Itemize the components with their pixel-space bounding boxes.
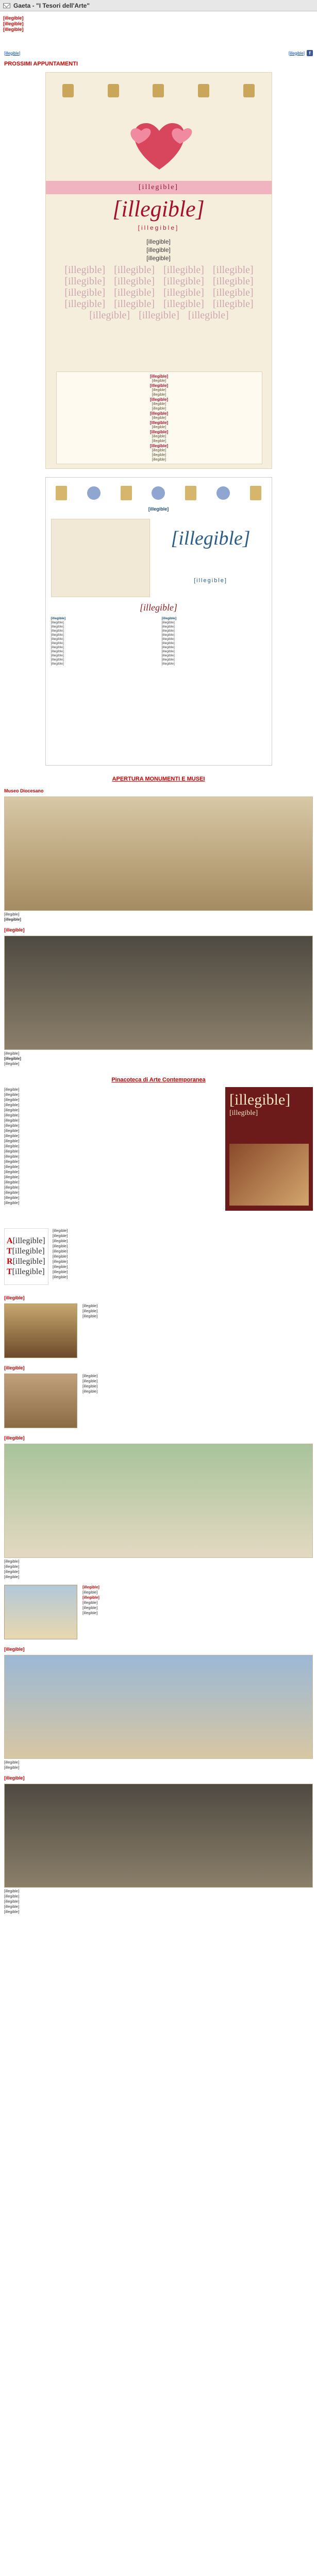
- pinacoteca-section: [4, 1087, 313, 1221]
- program-line: [illegible]: [149, 430, 169, 434]
- poet-name: [illegible]: [114, 264, 155, 276]
- logo-icon: [87, 486, 101, 500]
- logo-icon: [185, 486, 196, 500]
- poet-name: [illegible]: [212, 287, 254, 298]
- poster-title: [illegible]: [171, 528, 251, 549]
- poster-number: [illegible]: [229, 1091, 291, 1108]
- logo-icon: [243, 84, 255, 97]
- info-line: [illegible]: [4, 1051, 20, 1056]
- batteria-info: [0, 1050, 317, 1066]
- info-line: [illegible]: [82, 1595, 99, 1600]
- poster-convegno: [illegible]: [148, 506, 169, 512]
- program-line: [illegible]: [161, 625, 175, 629]
- poet-name: [illegible]: [114, 287, 155, 298]
- intro-block: [0, 11, 317, 47]
- info-line: [illegible]: [4, 1904, 20, 1909]
- atrt-logo-line: [7, 1257, 46, 1267]
- info-line: [illegible]: [82, 1590, 98, 1595]
- program-line: [illegible]: [152, 426, 166, 429]
- info-line: [illegible]: [82, 1374, 98, 1378]
- intro-line-2: [illegible]: [3, 21, 24, 26]
- chiesa-san-francesco-photo: [4, 1655, 313, 1759]
- program-line: [illegible]: [161, 658, 175, 662]
- program-line: [illegible]: [152, 458, 166, 462]
- program-line: [illegible]: [152, 453, 166, 457]
- poet-name: [illegible]: [163, 298, 204, 310]
- trinita-photo: [4, 1585, 77, 1639]
- atrt-word: [illegible]: [12, 1236, 45, 1245]
- terra-santi-photo: [4, 1444, 313, 1558]
- info-line: [illegible]: [4, 1909, 20, 1914]
- program-line: [illegible]: [152, 439, 166, 443]
- info-line: [illegible]: [53, 1254, 68, 1259]
- atrt-word: [illegible]: [12, 1267, 45, 1276]
- intro-line-3: [illegible]: [3, 27, 24, 32]
- program-line: [illegible]: [152, 449, 166, 452]
- section-heading-prossimi: PROSSIMI APPUNTAMENTI: [4, 61, 78, 67]
- program-line: [illegible]: [51, 617, 66, 620]
- info-line: [illegible]: [4, 1128, 20, 1133]
- program-line: [illegible]: [152, 379, 166, 383]
- atrt-text: [53, 1228, 313, 1290]
- program-line: [illegible]: [152, 388, 166, 392]
- info-line: [illegible]: [4, 1123, 20, 1128]
- info-line: [illegible]: [4, 1894, 20, 1899]
- info-line: [illegible]: [4, 1056, 21, 1061]
- forward-link[interactable]: [illegible]: [4, 50, 21, 56]
- poet-name: [illegible]: [139, 310, 179, 321]
- info-line: [illegible]: [4, 1144, 20, 1148]
- museo-ferdinando-info: [0, 1888, 317, 1914]
- museo-diocesano-heading: Museo Diocesano: [4, 788, 44, 793]
- info-line: [illegible]: [4, 1139, 20, 1143]
- poet-name: [illegible]: [114, 298, 155, 310]
- info-line: [illegible]: [4, 1097, 20, 1102]
- program-line: [illegible]: [51, 633, 64, 637]
- logo-icon: [250, 486, 261, 500]
- poet-name: [illegible]: [64, 287, 106, 298]
- program-line: [illegible]: [149, 444, 169, 448]
- info-line: [illegible]: [4, 1899, 20, 1904]
- program-line: [illegible]: [161, 654, 175, 657]
- info-line: [illegible]: [4, 1574, 20, 1579]
- program-line: [illegible]: [149, 420, 169, 425]
- info-line: [illegible]: [4, 1569, 20, 1574]
- program-line: [illegible]: [51, 654, 64, 657]
- atrt-letter: A: [7, 1236, 13, 1245]
- program-line: [illegible]: [161, 641, 175, 645]
- info-line: [illegible]: [4, 1113, 20, 1117]
- logo-icon: [56, 486, 67, 500]
- info-line: [illegible]: [4, 1195, 20, 1200]
- facebook-icon[interactable]: f: [307, 50, 313, 56]
- poster-dates: [illegible]: [194, 578, 227, 584]
- museo-ferdinando-photo: [4, 1784, 313, 1888]
- info-line: [illegible]: [4, 1087, 20, 1092]
- poet-name: [illegible]: [212, 298, 254, 310]
- facebook-follow-link[interactable]: [illegible]: [288, 50, 305, 56]
- poster-date-line: [illegible]: [146, 246, 171, 253]
- pinacoteca-heading: Pinacoteca di Arte Contemporanea: [111, 1077, 206, 1083]
- poster-title: [illegible]: [112, 196, 205, 222]
- atrt-word: [illegible]: [12, 1247, 45, 1256]
- info-line: [illegible]: [82, 1309, 98, 1313]
- program-line: [illegible]: [152, 435, 166, 438]
- batteria-photo: [4, 936, 313, 1050]
- program-column: [51, 617, 157, 761]
- info-line: [illegible]: [4, 1159, 20, 1164]
- info-line: [illegible]: [4, 917, 21, 922]
- info-line: [illegible]: [82, 1585, 99, 1589]
- atrt-letter: T: [7, 1247, 12, 1256]
- trinita-info: [82, 1585, 313, 1641]
- santuario-photo: [4, 1374, 77, 1428]
- email-header: [0, 0, 317, 11]
- portico-poster: [225, 1087, 313, 1211]
- share-row: [0, 47, 317, 59]
- program-line: [illegible]: [161, 637, 175, 641]
- program-line: [illegible]: [161, 662, 175, 666]
- logo-icon: [121, 486, 132, 500]
- chiesa-san-francesco-info: [0, 1759, 317, 1770]
- program-line: [illegible]: [161, 646, 175, 649]
- chiesa-san-francesco-heading: [illegible]: [4, 1647, 25, 1652]
- logo-icon: [153, 84, 164, 97]
- info-line: [illegible]: [4, 1175, 20, 1179]
- program-line: [illegible]: [152, 407, 166, 411]
- program-line: [illegible]: [51, 629, 64, 633]
- valentino-poster: [45, 72, 272, 469]
- info-line: [illegible]: [53, 1244, 68, 1248]
- program-columns: [51, 617, 268, 761]
- terra-santi-info: [0, 1558, 317, 1580]
- program-line: [illegible]: [51, 621, 64, 624]
- info-line: [illegible]: [82, 1605, 98, 1610]
- poet-name: [illegible]: [188, 310, 229, 321]
- atrt-logo-line: [7, 1236, 46, 1246]
- info-line: [illegible]: [82, 1303, 98, 1308]
- info-line: [illegible]: [53, 1259, 68, 1264]
- section-heading-apertura: APERTURA MONUMENTI E MUSEI: [112, 776, 205, 782]
- poet-name: [illegible]: [163, 276, 204, 287]
- intro-line-1: [illegible]: [3, 15, 24, 21]
- info-line: [illegible]: [4, 1133, 20, 1138]
- poet-name: [illegible]: [163, 287, 204, 298]
- poet-name: [illegible]: [163, 264, 204, 276]
- program-line: [illegible]: [161, 650, 175, 653]
- info-line: [illegible]: [4, 1760, 20, 1765]
- cattedrale-info: [82, 1303, 313, 1360]
- program-line: [illegible]: [152, 416, 166, 420]
- logo-icon: [62, 84, 74, 97]
- poster-label: [illegible]: [229, 1109, 258, 1117]
- santuario-heading: [illegible]: [4, 1365, 25, 1370]
- cattedrale-heading: [illegible]: [4, 1295, 25, 1300]
- logo-icon: [216, 486, 230, 500]
- program-line: [illegible]: [149, 397, 169, 402]
- info-line: [illegible]: [4, 1559, 20, 1564]
- poet-name: [illegible]: [64, 298, 106, 310]
- map-illustration: [51, 519, 150, 597]
- poet-name: [illegible]: [212, 276, 254, 287]
- info-line: [illegible]: [4, 1061, 20, 1066]
- poster-program: [56, 371, 262, 464]
- poet-name: [illegible]: [212, 264, 254, 276]
- program-line: [illegible]: [152, 393, 166, 397]
- info-line: [illegible]: [4, 1765, 20, 1770]
- info-line: [illegible]: [4, 1889, 20, 1893]
- poet-name: [illegible]: [114, 276, 155, 287]
- logo-icon: [198, 84, 209, 97]
- poster-band: [illegible]: [46, 181, 272, 194]
- program-line: [illegible]: [161, 621, 175, 624]
- logo-icon: [152, 486, 165, 500]
- program-line: [illegible]: [161, 633, 175, 637]
- program-line: [illegible]: [51, 637, 64, 641]
- poet-names-collage: [61, 264, 257, 367]
- info-line: [illegible]: [82, 1600, 98, 1605]
- poster-logos: [46, 73, 272, 109]
- atrt-logo-line: [7, 1267, 46, 1277]
- terra-santi-heading: [illegible]: [4, 1435, 25, 1440]
- info-line: [illegible]: [4, 1170, 20, 1174]
- trinita-section: [4, 1585, 313, 1641]
- program-line: [illegible]: [51, 650, 64, 653]
- envelope-icon: [3, 3, 10, 8]
- info-line: [illegible]: [4, 1118, 20, 1123]
- info-line: [illegible]: [4, 1200, 20, 1205]
- program-line: [illegible]: [51, 658, 64, 662]
- poster-date-line: [illegible]: [146, 255, 171, 262]
- program-line: [illegible]: [51, 641, 64, 645]
- info-line: [illegible]: [53, 1264, 68, 1269]
- poster-dates: [46, 238, 272, 262]
- info-line: [illegible]: [4, 1190, 20, 1195]
- info-line: [illegible]: [82, 1384, 98, 1388]
- museo-diocesano-info: [0, 911, 317, 922]
- info-line: [illegible]: [4, 1103, 20, 1107]
- email-subject: Gaeta - "I Tesori dell'Arte": [13, 2, 90, 9]
- poster-artwork: [229, 1144, 309, 1206]
- info-line: [illegible]: [53, 1275, 68, 1279]
- program-heading: [illegible]: [140, 602, 177, 613]
- program-column: [162, 617, 268, 761]
- facebook-follow[interactable]: [289, 50, 313, 56]
- poster-subtitle: [illegible]: [138, 224, 179, 231]
- poster-date-line: [illegible]: [146, 238, 171, 245]
- info-line: [illegible]: [4, 1180, 20, 1184]
- program-line: [illegible]: [51, 625, 64, 629]
- program-line: [illegible]: [161, 617, 177, 620]
- info-line: [illegible]: [4, 1149, 20, 1154]
- museo-diocesano-photo: [4, 796, 313, 911]
- info-line: [illegible]: [82, 1379, 98, 1383]
- info-line: [illegible]: [82, 1611, 98, 1615]
- info-line: [illegible]: [82, 1389, 98, 1394]
- info-line: [illegible]: [4, 1092, 20, 1097]
- info-line: [illegible]: [4, 1154, 20, 1159]
- poet-name: [illegible]: [64, 264, 106, 276]
- poster-logos: [46, 483, 272, 503]
- poet-name: [illegible]: [64, 276, 106, 287]
- santuario-info: [82, 1374, 313, 1430]
- info-line: [illegible]: [4, 1185, 20, 1190]
- info-line: [illegible]: [53, 1269, 68, 1274]
- info-line: [illegible]: [4, 1564, 20, 1569]
- cattedrale-section: [4, 1303, 313, 1360]
- program-line: [illegible]: [149, 383, 169, 388]
- program-line: [illegible]: [51, 662, 64, 666]
- program-line: [illegible]: [161, 629, 175, 633]
- atrt-letter: R: [7, 1257, 13, 1266]
- atrt-logo-line: [7, 1246, 46, 1257]
- program-line: [illegible]: [149, 374, 169, 379]
- santuario-section: [4, 1374, 313, 1430]
- logo-icon: [108, 84, 119, 97]
- poet-name: [illegible]: [89, 310, 130, 321]
- borbone-poster: [45, 477, 272, 766]
- atrt-word: [illegible]: [12, 1257, 45, 1266]
- info-line: [illegible]: [4, 1164, 20, 1169]
- atrt-section: [4, 1228, 313, 1290]
- info-line: [illegible]: [82, 1314, 98, 1318]
- info-line: [illegible]: [53, 1233, 68, 1238]
- info-line: [illegible]: [53, 1249, 68, 1253]
- museo-ferdinando-heading: [illegible]: [4, 1775, 25, 1781]
- program-line: [illegible]: [152, 402, 166, 406]
- info-line: [illegible]: [53, 1239, 68, 1243]
- cattedrale-photo: [4, 1303, 77, 1358]
- program-line: [illegible]: [149, 411, 169, 416]
- pinacoteca-text: [4, 1087, 221, 1221]
- info-line: [illegible]: [4, 912, 20, 917]
- info-line: [illegible]: [4, 1108, 20, 1112]
- batteria-heading: [illegible]: [4, 927, 25, 933]
- program-line: [illegible]: [51, 646, 64, 649]
- cupid-hearts-illustration: [123, 113, 195, 175]
- info-line: [illegible]: [53, 1228, 68, 1233]
- atrt-letter: T: [7, 1267, 12, 1276]
- atrt-logo: [4, 1228, 48, 1285]
